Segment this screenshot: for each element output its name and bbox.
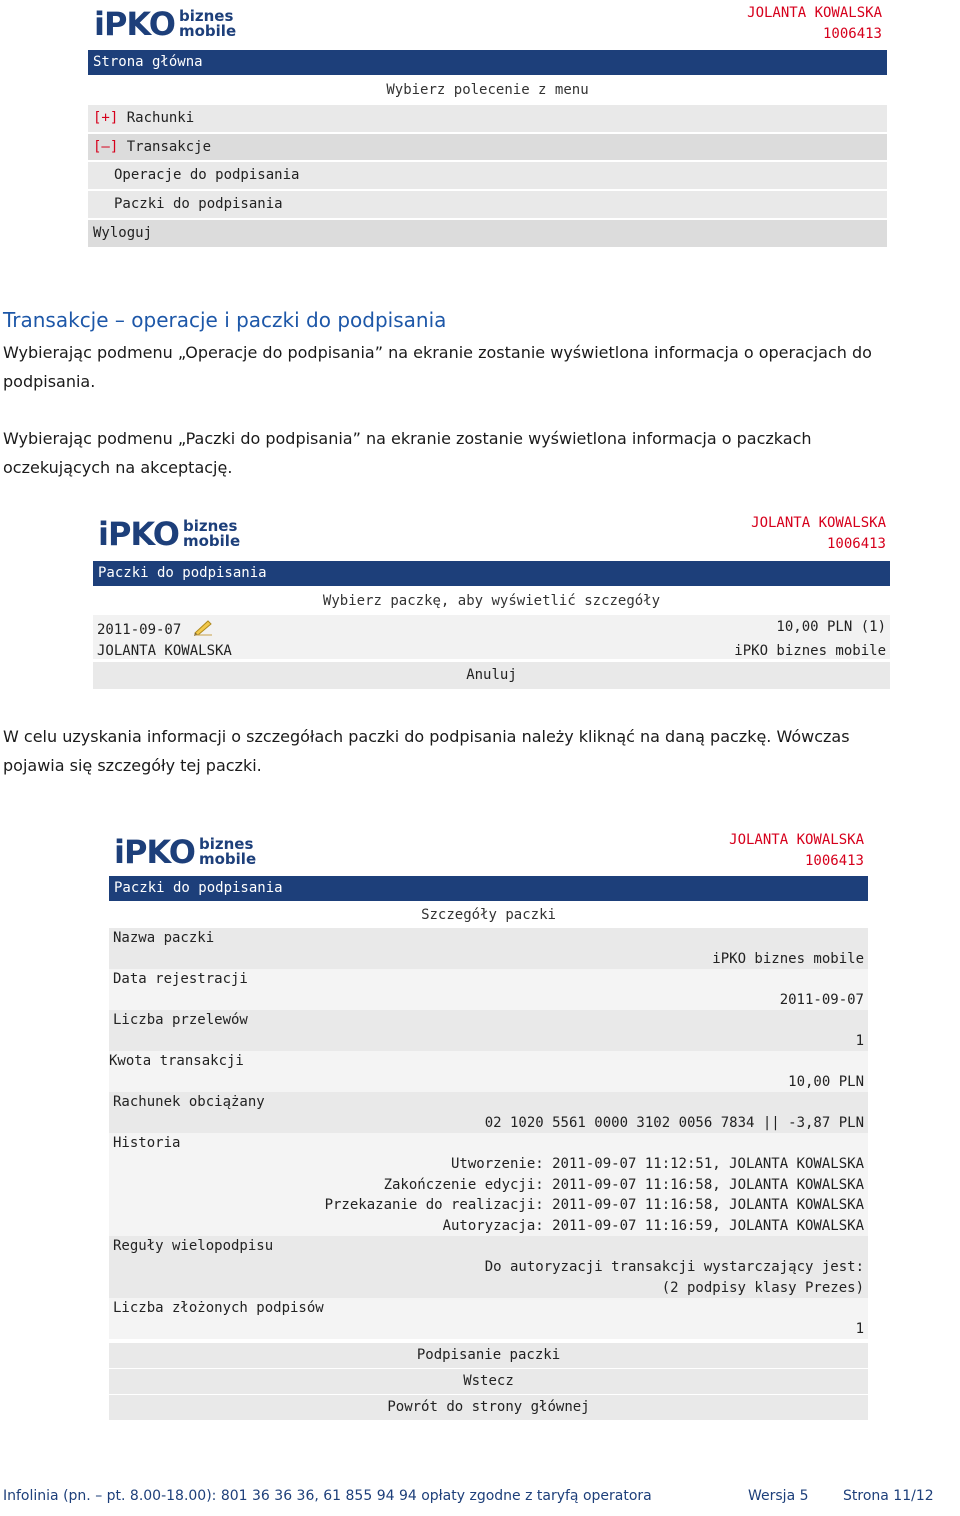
menu-item-transakcje[interactable] <box>88 134 887 160</box>
paragraph-line: W celu uzyskania informacji o szczegółach paczki do podpisania należy kliknąć na daną paczkę. Wówczas <box>3 727 850 746</box>
paragraph-line: pojawia się szczegóły tej paczki. <box>3 756 262 775</box>
menu-item-rachunki[interactable] <box>88 105 887 132</box>
footer-version: Wersja 5 <box>748 1488 809 1504</box>
user-info <box>729 830 864 872</box>
menu-item-label: Wyloguj <box>93 225 153 241</box>
logo-sub-text: mobile <box>182 532 241 550</box>
header-title: Strona główna <box>93 54 203 70</box>
header-bar <box>93 561 890 586</box>
logo-main-text: iPKO <box>94 5 175 43</box>
expand-icon: [+] <box>93 110 119 126</box>
field-multisignature-rules <box>109 1236 868 1298</box>
field-label: Data rejestracji <box>113 971 248 987</box>
user-name: JOLANTA KOWALSKA <box>747 5 882 21</box>
logo-main-text: iPKO <box>98 515 179 553</box>
field-label: Kwota transakcji <box>109 1053 244 1069</box>
user-id: 1006413 <box>804 853 864 869</box>
history-entry: Utworzenie: 2011-09-07 11:12:51, JOLANTA KOWALSKA <box>450 1156 864 1172</box>
sign-package-button[interactable]: Podpisanie paczki <box>109 1343 868 1368</box>
package-amount: 10,00 PLN (1) <box>776 619 886 635</box>
user-id: 1006413 <box>822 26 882 42</box>
user-info <box>747 3 882 45</box>
user-id: 1006413 <box>826 536 886 552</box>
logo-sub-text: biznes <box>198 835 254 853</box>
ipko-logo <box>114 833 257 871</box>
header-title: Paczki do podpisania <box>114 880 283 896</box>
header-title: Paczki do podpisania <box>98 565 267 581</box>
field-value: Do autoryzacji transakcji wystarczający jest: <box>484 1259 864 1275</box>
field-label: Rachunek obciążany <box>113 1094 265 1110</box>
footer-page-number: Strona 11/12 <box>843 1488 934 1504</box>
field-label: Nazwa paczki <box>113 930 215 946</box>
field-value: 1 <box>855 1033 864 1049</box>
field-label: Liczba przelewów <box>113 1012 248 1028</box>
field-value: 02 1020 5561 0000 3102 0056 7834 || -3,87 PLN <box>484 1115 864 1131</box>
subheader: Wybierz polecenie z menu <box>386 82 589 98</box>
field-value: 2011-09-07 <box>779 992 864 1008</box>
user-name: JOLANTA KOWALSKA <box>729 832 864 848</box>
section-heading: Transakcje – operacje i paczki do podpisania <box>3 308 447 332</box>
menu-item-operacje-do-podpisania[interactable] <box>88 162 887 189</box>
user-name: JOLANTA KOWALSKA <box>751 515 886 531</box>
collapse-icon: [–] <box>93 139 119 155</box>
logo-sub-text: mobile <box>178 22 237 40</box>
field-value: 1 <box>855 1321 864 1337</box>
user-info <box>751 513 886 555</box>
menu-item-label: Transakcje <box>126 139 212 155</box>
menu-item-label: Paczki do podpisania <box>114 196 283 212</box>
package-name: iPKO biznes mobile <box>734 643 886 659</box>
menu-item-label: Rachunki <box>126 110 195 126</box>
back-button[interactable]: Wstecz <box>109 1369 868 1394</box>
paragraph-szczegoly <box>3 722 850 780</box>
field-transfer-count <box>109 1010 868 1051</box>
subheader: Szczegóły paczki <box>421 907 556 923</box>
cancel-button[interactable]: Anuluj <box>93 662 890 689</box>
field-transaction-amount <box>109 1051 868 1092</box>
field-label: Historia <box>113 1135 181 1151</box>
field-value: 10,00 PLN <box>788 1074 864 1090</box>
field-label: Liczba złożonych podpisów <box>113 1300 324 1316</box>
logo-main-text: iPKO <box>114 833 195 871</box>
field-registration-date <box>109 969 868 1010</box>
paragraph-line: podpisania. <box>3 372 96 391</box>
field-package-name <box>109 928 868 969</box>
paragraph-operacje <box>3 338 872 396</box>
history-entry: Zakończenie edycji: 2011-09-07 11:16:58, JOLANTA KOWALSKA <box>383 1176 864 1193</box>
paragraph-paczki <box>3 424 812 482</box>
logo-sub-text: biznes <box>178 7 234 25</box>
menu-item-paczki-do-podpisania[interactable] <box>88 191 887 218</box>
package-item[interactable] <box>93 615 890 659</box>
home-button[interactable]: Powrót do strony głównej <box>109 1395 868 1420</box>
header-bar <box>109 876 868 901</box>
menu-item-label: Operacje do podpisania <box>114 167 300 183</box>
ipko-logo <box>98 515 241 553</box>
package-owner: JOLANTA KOWALSKA <box>97 643 232 659</box>
logo-sub-text: biznes <box>182 517 238 535</box>
header-bar <box>88 50 887 75</box>
footer-infoline: Infolinia (pn. – pt. 8.00-18.00): 801 36 36 36, 61 855 94 94 opłaty zgodne z taryfą operatora <box>3 1488 652 1504</box>
menu-item-wyloguj[interactable] <box>88 220 887 247</box>
paragraph-line: Wybierając podmenu „Operacje do podpisania” na ekranie zostanie wyświetlona informacja o operacjach do <box>3 343 872 362</box>
field-history <box>109 1133 868 1236</box>
history-entry: Przekazanie do realizacji: 2011-09-07 11:16:58, JOLANTA KOWALSKA <box>324 1197 864 1213</box>
pencil-icon <box>192 618 214 642</box>
ipko-logo <box>94 5 237 43</box>
history-entry: Autoryzacja: 2011-09-07 11:16:59, JOLANTA KOWALSKA <box>442 1217 864 1234</box>
field-label: Reguły wielopodpisu <box>113 1238 274 1254</box>
field-debited-account <box>109 1092 868 1133</box>
logo-sub-text: mobile <box>198 850 257 868</box>
field-value: iPKO biznes mobile <box>712 951 864 967</box>
package-date: 2011-09-07 <box>97 622 182 638</box>
field-signature-count <box>109 1298 868 1339</box>
subheader: Wybierz paczkę, aby wyświetlić szczegóły <box>322 593 661 609</box>
field-value: (2 podpisy klasy Prezes) <box>661 1279 864 1296</box>
paragraph-line: Wybierając podmenu „Paczki do podpisania” na ekranie zostanie wyświetlona informacja o paczkach <box>3 429 812 448</box>
paragraph-line: oczekujących na akceptację. <box>3 458 233 477</box>
